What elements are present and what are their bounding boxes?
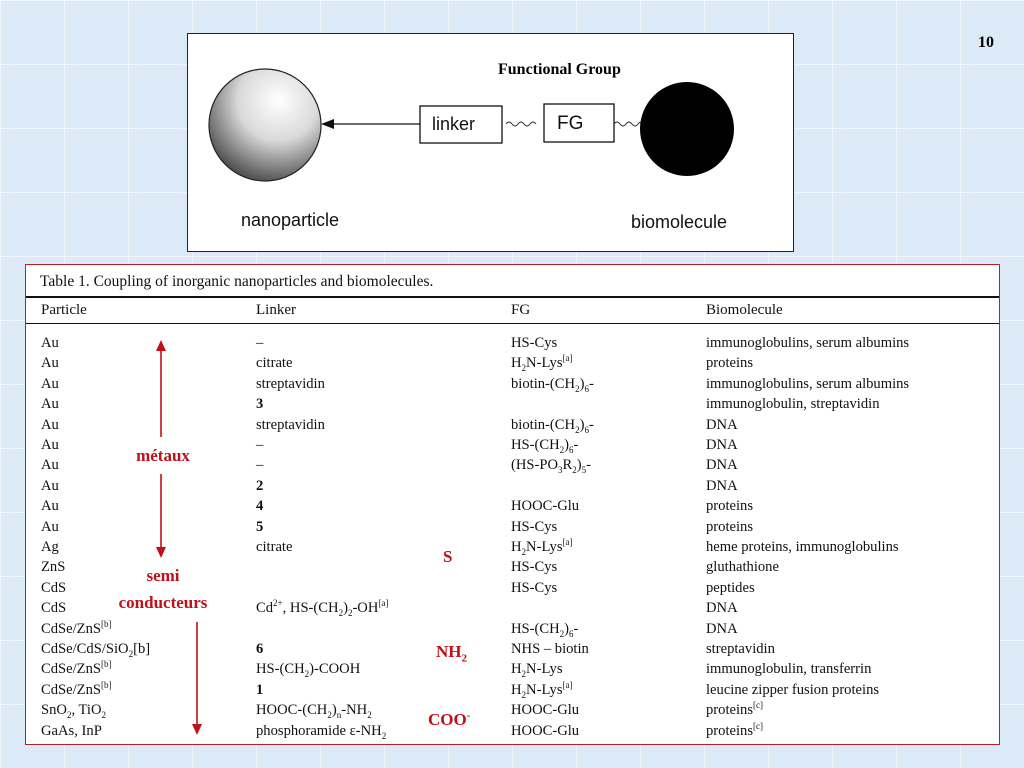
cell-text-part: biotin-(CH (511, 375, 576, 392)
table-cell-biomolecule (706, 335, 909, 351)
cell-text-part: 2+ (273, 598, 283, 609)
table-cell-linker (256, 417, 325, 433)
cell-text-part: CdSe/ZnS (41, 620, 102, 637)
cell-text-part: HOOC-Glu (511, 722, 580, 739)
functional-group-diagram (187, 33, 794, 252)
cell-text-part: citrate (256, 539, 293, 555)
diagram-title: Functional Group (498, 61, 621, 78)
table-cell-biomolecule (706, 702, 763, 718)
table-cell-particle (41, 618, 112, 637)
cell-text-part: HS-(CH (511, 437, 560, 453)
table-cell-fg (511, 417, 594, 433)
cell-text-part: immunoglobulins, serum albumins (706, 375, 910, 392)
table-cell-biomolecule (706, 376, 909, 392)
cell-text-part: H (511, 539, 522, 555)
table-cell-biomolecule (706, 519, 753, 535)
cell-text-part: 5 (581, 465, 587, 476)
cell-text-part: - (588, 416, 594, 433)
s-annotation: S (443, 547, 453, 566)
table-cell-fg (511, 457, 592, 476)
page-number: 10 (978, 34, 994, 51)
cell-text-part: Au (41, 416, 59, 433)
cell-text-part: [a] (562, 679, 573, 690)
table-cell-linker (256, 437, 263, 453)
table-cell-biomolecule (706, 580, 755, 596)
table-cell-particle (41, 498, 59, 514)
cell-text-part: heme proteins, immunoglobulins (706, 539, 899, 555)
table-cell-biomolecule (706, 355, 753, 371)
table-cell-particle (41, 723, 102, 739)
cell-text-part: Au (41, 335, 59, 351)
table-cell-particle (41, 396, 59, 412)
header-biomolecule: Biomolecule (706, 302, 783, 318)
table-cell-linker (256, 641, 263, 657)
table-cell-particle (41, 437, 59, 453)
table-cell-fg (511, 353, 573, 374)
table-header-rule (26, 323, 999, 324)
cell-text-part: – (256, 335, 264, 351)
cell-text-part: 2 (521, 546, 527, 557)
cell-text-part: streptavidin (256, 375, 325, 392)
cell-text-part: [a] (562, 353, 573, 364)
linker-label: linker (432, 114, 476, 134)
cell-text-part: ) (564, 620, 570, 637)
nh2-text: NH (436, 642, 462, 661)
cell-text-part: ) (576, 457, 582, 474)
cell-text-part: biotin-(CH (511, 416, 576, 433)
cell-text-part: Ag (41, 539, 59, 555)
header-fg: FG (511, 302, 531, 318)
table-cell-linker (256, 723, 386, 739)
cell-text-part: GaAs, InP (41, 722, 102, 739)
cell-text-part: [b] (133, 641, 151, 657)
table-cell-particle (41, 539, 59, 555)
cell-text-part: HS-Cys (511, 579, 558, 596)
table-cell-fg (511, 661, 563, 680)
cell-text-part: [b] (101, 618, 112, 629)
cell-text-part: 2 (575, 424, 580, 435)
cell-text-part: - (588, 375, 594, 392)
cell-text-part: HOOC-Glu (511, 702, 580, 719)
table-cell-particle (41, 457, 59, 473)
cell-text-part: CdSe/CdS/SiO (41, 641, 129, 657)
table-cell-linker (256, 457, 263, 473)
cell-text-part: 2 (575, 383, 580, 394)
table-cell-fg (511, 580, 557, 596)
cell-text-part: 2 (101, 710, 106, 721)
cell-text-part: , HS-(CH (282, 600, 339, 617)
table-cell-linker (256, 376, 325, 392)
table-cell-biomolecule (706, 437, 738, 453)
cell-text-part: proteins (706, 355, 754, 372)
cell-text-part: proteins (706, 518, 754, 535)
nanoparticle-label: nanoparticle (241, 210, 340, 230)
cell-text-part: )-COOH (309, 661, 361, 678)
squiggle-2 (614, 122, 644, 126)
table-cell-particle (41, 417, 59, 433)
cell-text-part: HOOC-(CH (256, 702, 328, 719)
cell-text-part: - (573, 620, 579, 637)
cell-text-part: 6 (584, 424, 589, 435)
cell-text-part: 2 (572, 465, 577, 476)
cell-text-part: 5 (256, 518, 264, 535)
cell-text-part: HS-Cys (511, 518, 558, 535)
table-cell-particle (41, 661, 112, 677)
table-cell-particle (41, 376, 59, 392)
cell-text-part: H (511, 661, 522, 678)
table-cell-particle (41, 559, 65, 575)
cell-text-part: N-Lys (526, 539, 563, 555)
cell-text-part: [c] (753, 720, 764, 731)
cell-text-part: Au (41, 396, 59, 413)
cell-text-part: Au (41, 477, 59, 494)
table-cell-particle (41, 679, 112, 698)
cell-text-part: N-Lys (526, 355, 563, 372)
cell-text-part: [b] (101, 679, 112, 690)
table-cell-biomolecule (706, 417, 738, 433)
cell-text-part: leucine zipper fusion proteins (706, 681, 880, 698)
cell-text-part: ) (564, 437, 570, 453)
cell-text-part: immunoglobulin, transferrin (706, 661, 872, 678)
cell-text-part: - (586, 457, 592, 474)
cell-text-part: ZnS (41, 559, 66, 576)
table-cell-particle (41, 580, 66, 596)
table-cell-biomolecule (706, 559, 779, 575)
table-cell-linker (256, 396, 263, 412)
cell-text-part: 2 (521, 689, 527, 700)
cell-text-part: peptides (706, 579, 755, 596)
cell-text-part: , TiO (71, 702, 102, 719)
table-cell-fg (511, 335, 557, 351)
cell-text-part: n (336, 710, 342, 721)
cell-text-part: 6 (256, 641, 264, 657)
cell-text-part: DNA (706, 416, 738, 433)
cell-text-part: Au (41, 355, 59, 372)
squiggle-1 (506, 122, 536, 126)
cell-text-part: N-Lys (526, 681, 563, 698)
table-cell-biomolecule (706, 396, 880, 412)
cell-text-part: immunoglobulin, streptavidin (706, 396, 880, 413)
cell-text-part: 6 (584, 383, 589, 394)
cell-text-part: – (256, 437, 264, 453)
cell-text-part: 2 (559, 444, 565, 455)
cell-text-part: -OH (352, 600, 379, 617)
cell-text-part: Au (41, 498, 59, 515)
nh2-annotation (436, 642, 467, 665)
table-cell-biomolecule (706, 682, 879, 698)
table-cell-fg (511, 519, 557, 535)
cell-text-part: ) (331, 702, 337, 719)
cell-text-part: - (573, 437, 579, 453)
table-cell-biomolecule (706, 661, 871, 677)
cell-text-part: Cd (256, 600, 274, 617)
cell-text-part: NHS – biotin (511, 641, 589, 657)
table-cell-fg (511, 621, 578, 637)
table-cell-particle (41, 335, 59, 351)
table-cell-biomolecule (706, 478, 738, 494)
cell-text-part: streptavidin (256, 416, 325, 433)
cell-text-part: 2 (521, 363, 527, 374)
cell-text-part: Au (41, 437, 59, 453)
biomolecule-sphere (640, 82, 734, 176)
cell-text-part: citrate (256, 355, 293, 372)
cell-text-part: proteins (706, 702, 754, 719)
cell-text-part: DNA (706, 457, 738, 474)
table-cell-fg (511, 376, 594, 392)
cell-text-part: H (511, 355, 522, 372)
cell-text-part: – (256, 457, 264, 474)
table-cell-fg (511, 437, 578, 453)
table-cell-biomolecule (706, 498, 753, 514)
table-cell-linker (256, 661, 361, 680)
table-cell-particle (41, 519, 59, 535)
table-cell-biomolecule (706, 621, 738, 637)
cell-text-part: Au (41, 518, 59, 535)
table-cell-linker (256, 598, 389, 619)
cell-text-part: streptavidin (706, 641, 775, 657)
cell-text-part: CdSe/ZnS (41, 661, 102, 678)
table-cell-fg (511, 702, 579, 718)
cell-text-part: 2 (347, 608, 353, 619)
cell-text-part: DNA (706, 437, 738, 453)
table-cell-fg (511, 641, 589, 657)
table-cell-biomolecule (706, 600, 738, 616)
table-top-rule (26, 296, 999, 298)
table-cell-fg (511, 723, 579, 739)
coo-superscript: - (466, 709, 471, 722)
cell-text-part: 2 (66, 710, 72, 721)
table-cell-particle (41, 355, 59, 371)
table-cell-particle (41, 478, 59, 494)
table-cell-fg (511, 679, 573, 700)
table-cell-linker (256, 478, 263, 494)
table-cell-linker (256, 519, 263, 535)
cell-text-part: 2 (381, 730, 387, 741)
table-cell-linker (256, 498, 263, 514)
cell-text-part: immunoglobulins, serum albumins (706, 335, 910, 351)
table-cell-particle (41, 600, 66, 616)
cell-text-part: CdS (41, 579, 67, 596)
cell-text-part: CdSe/ZnS (41, 681, 102, 698)
table-cell-biomolecule (706, 720, 764, 739)
cell-text-part: [b] (101, 659, 112, 670)
cell-text-part: 2 (559, 628, 565, 639)
cell-text-part: proteins (706, 722, 754, 739)
coo-annotation (428, 710, 470, 730)
cell-text-part: HOOC-Glu (511, 498, 580, 515)
cell-text-part: 2 (304, 669, 310, 680)
cell-text-part: HS-Cys (511, 335, 558, 351)
cell-text-part: 4 (256, 498, 264, 515)
cell-text-part: ) (343, 600, 348, 617)
table-cell-fg (511, 559, 557, 575)
table-cell-linker (256, 335, 263, 351)
cell-text-part: 2 (521, 669, 527, 680)
cell-text-part: (HS-PO (511, 457, 559, 474)
nanoparticle-sphere (209, 69, 321, 181)
fg-label: FG (557, 113, 584, 134)
cell-text-part: HS-(CH (511, 620, 560, 637)
cell-text-part: 6 (569, 444, 574, 455)
cell-text-part: HS-Cys (511, 559, 558, 576)
nh2-subscript: 2 (461, 652, 467, 665)
cell-text-part: DNA (706, 600, 738, 617)
arrow-head (321, 119, 334, 129)
table-cell-fg (511, 539, 573, 555)
cell-text-part: DNA (706, 477, 738, 494)
cell-text-part: N-Lys (526, 661, 563, 678)
conducteurs-label: conducteurs (118, 593, 208, 612)
cell-text-part: SnO (41, 702, 67, 719)
table-cell-biomolecule (706, 457, 738, 473)
header-linker: Linker (256, 302, 296, 318)
header-particle: Particle (41, 302, 87, 318)
table-cell-particle (41, 641, 150, 657)
table-cell-particle (41, 702, 106, 721)
cell-text-part: Au (41, 375, 59, 392)
cell-text-part: 2 (256, 477, 264, 494)
cell-text-part: 1 (256, 681, 264, 698)
cell-text-part: 6 (569, 628, 574, 639)
table-caption: Table 1. Coupling of inorganic nanoparticles and biomolecules. (40, 273, 434, 290)
cell-text-part: proteins (706, 498, 754, 515)
semi-label: semi (146, 566, 180, 585)
cell-text-part: [a] (562, 537, 573, 548)
metaux-label: métaux (136, 446, 190, 465)
cell-text-part: Au (41, 457, 59, 474)
cell-text-part: -NH (341, 702, 368, 719)
biomolecule-label: biomolecule (631, 212, 728, 232)
cell-text-part: ) (579, 375, 585, 392)
cell-text-part: [a] (378, 598, 389, 609)
cell-text-part: HS-(CH (256, 661, 305, 678)
cell-text-part: 3 (256, 396, 264, 413)
table-cell-biomolecule (706, 641, 775, 657)
cell-text-part: [c] (753, 700, 764, 711)
table-cell-linker (256, 539, 292, 555)
table-cell-linker (256, 702, 372, 721)
table-cell-linker (256, 682, 263, 698)
table-cell-linker (256, 355, 292, 371)
cell-text-part: 3 (558, 465, 563, 476)
cell-text-part: 2 (367, 710, 372, 721)
cell-text-part: H (511, 681, 522, 698)
cell-text-part: 2 (327, 710, 332, 721)
cell-text-part: phosphoramide ε-NH (256, 722, 382, 739)
table-cell-fg (511, 498, 579, 514)
coupling-table (25, 264, 1000, 745)
cell-text-part: 2 (128, 648, 134, 659)
cell-text-part: 2 (338, 608, 344, 619)
cell-text-part: R (562, 457, 573, 474)
cell-text-part: ) (579, 416, 585, 433)
table-cell-biomolecule (706, 539, 899, 555)
coo-text: COO (428, 710, 467, 729)
cell-text-part: gluthathione (706, 559, 779, 576)
cell-text-part: DNA (706, 620, 738, 637)
cell-text-part: CdS (41, 600, 67, 617)
